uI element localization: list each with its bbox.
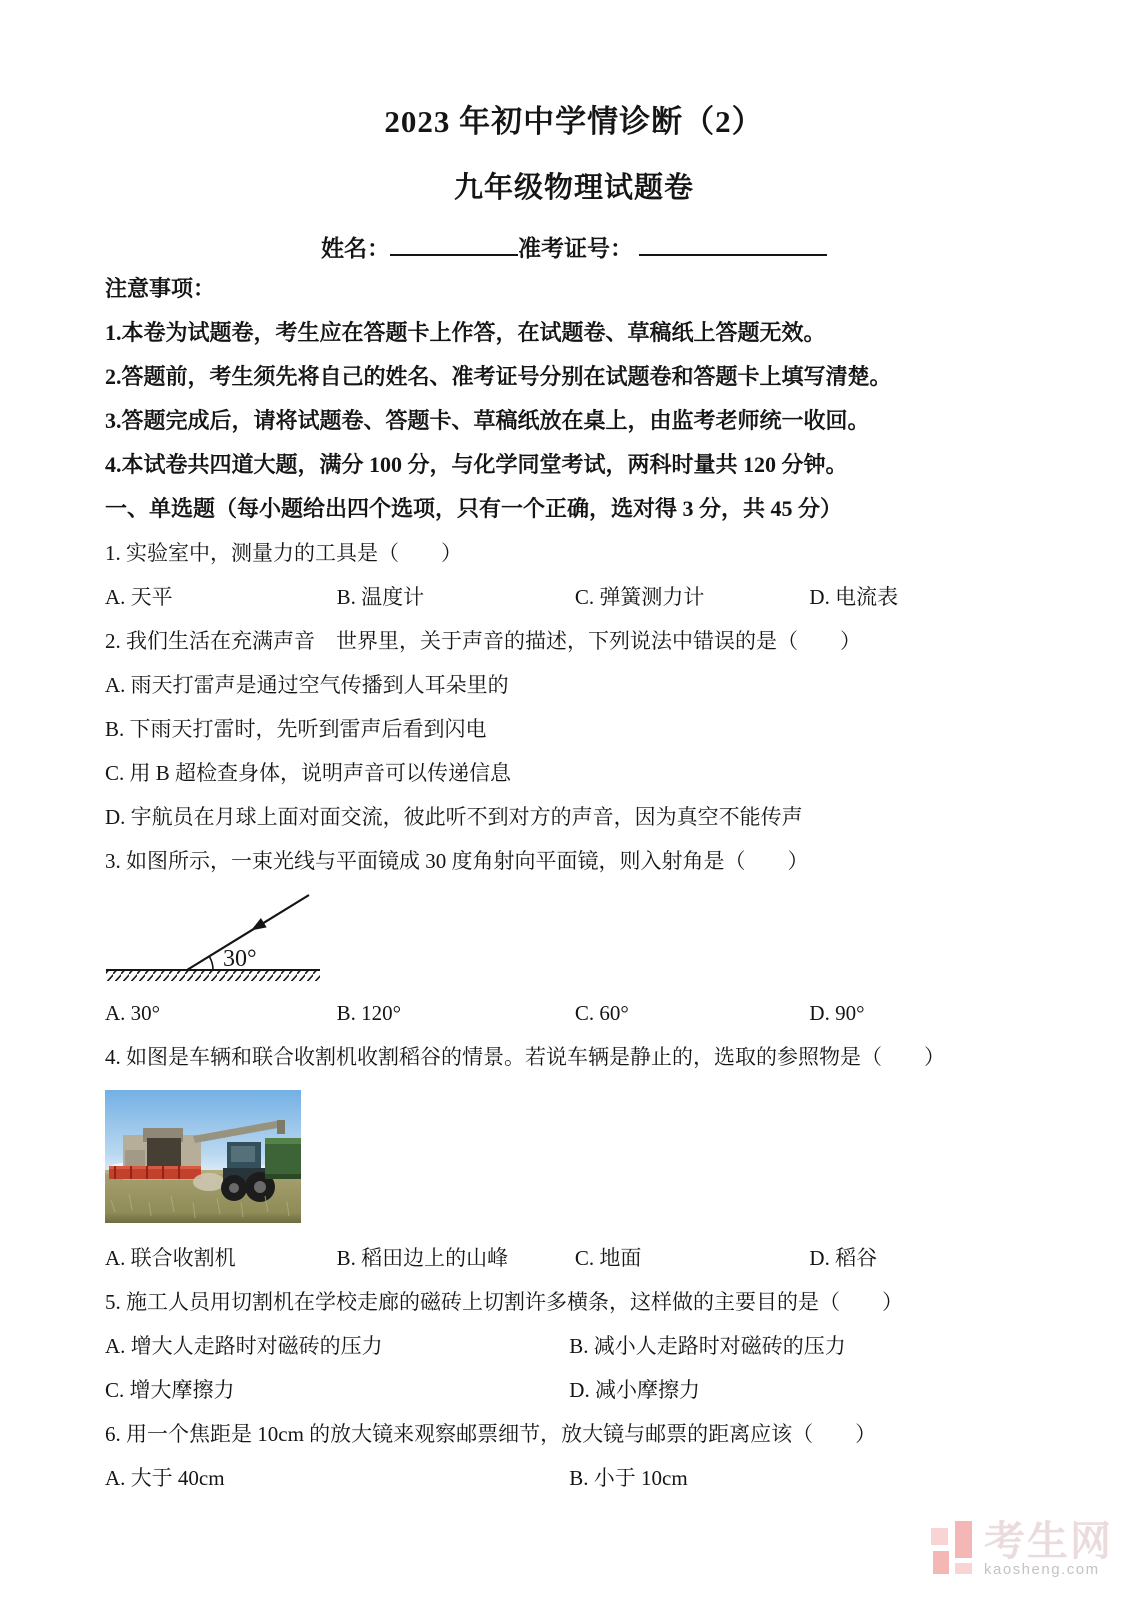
question-5-options-row-2: [105, 1379, 1043, 1401]
q4-option-d[interactable]: D. 稻谷: [809, 1246, 878, 1270]
notice-item-3: 3.答题完成后，请将试题卷、答题卡、草稿纸放在桌上，由监考老师统一收回。: [105, 408, 870, 433]
mirror-hatching: [106, 971, 320, 981]
exam-no-blank-field[interactable]: [639, 232, 827, 256]
question-6-text: 6. 用一个焦距是 10cm 的放大镜来观察邮票细节，放大镜与邮票的距离应该（ ）: [105, 1422, 877, 1446]
q1-option-b[interactable]: B. 温度计: [336, 585, 425, 609]
q3-option-c[interactable]: C. 60°: [574, 1001, 629, 1025]
q1-option-a[interactable]: A. 天平: [105, 585, 173, 609]
watermark-text: [984, 1518, 1113, 1578]
q1-option-c[interactable]: C. 弹簧测力计: [574, 585, 705, 609]
q6-option-b[interactable]: B. 小于 10cm: [569, 1466, 688, 1490]
question-3-text: 3. 如图所示，一束光线与平面镜成 30 度角射向平面镜，则入射角是（ ）: [105, 849, 809, 873]
exam-subtitle: 九年级物理试题卷: [453, 172, 694, 204]
notice-item-2: 2.答题前，考生须先将自己的姓名、准考证号分别在试题卷和答题卡上填写清楚。: [105, 364, 892, 389]
light-ray-mirror-diagram: [105, 894, 323, 982]
watermark-domain: kaosheng.com: [984, 1561, 1100, 1578]
q4-option-b[interactable]: B. 稻田边上的山峰: [336, 1246, 509, 1270]
question-4-figure: [105, 1090, 1043, 1229]
notice-heading: 注意事项：: [105, 276, 216, 301]
q6-option-a[interactable]: A. 大于 40cm: [105, 1466, 225, 1490]
watermark-brand: 考生网: [984, 1518, 1113, 1564]
name-blank-field[interactable]: [390, 232, 518, 256]
q3-option-b[interactable]: B. 120°: [336, 1001, 402, 1025]
question-4-options: [105, 1247, 1043, 1269]
question-1-text: 1. 实验室中，测量力的工具是（ ）: [105, 541, 462, 565]
question-5-text: 5. 施工人员用切割机在学校走廊的磁砖上切割许多横条，这样做的主要目的是（ ）: [105, 1290, 903, 1314]
exam-no-label: 准考证号：: [518, 236, 633, 261]
section-heading-single-choice: 一、单选题（每小题给出四个选项，只有一个正确，选对得 3 分，共 45 分）: [105, 496, 843, 521]
name-label: 姓名：: [321, 236, 390, 261]
q5-option-d[interactable]: D. 减小摩擦力: [569, 1378, 700, 1402]
harvester-photo: [105, 1090, 301, 1223]
question-3-options: [105, 1002, 1043, 1024]
ray-arrowhead: [248, 918, 267, 935]
q3-option-a[interactable]: A. 30°: [105, 1001, 161, 1025]
angle-label: 30°: [223, 946, 257, 972]
q5-option-b[interactable]: B. 减小人走路时对磁砖的压力: [569, 1334, 846, 1358]
kaosheng-watermark: [930, 1518, 1113, 1578]
q5-option-a[interactable]: A. 增大人走路时对磁砖的压力: [105, 1334, 383, 1358]
q2-option-a[interactable]: A. 雨天打雷声是通过空气传播到人耳朵里的: [105, 673, 509, 697]
question-3-figure: [105, 894, 1043, 988]
question-6-options: [105, 1467, 1043, 1489]
kaosheng-logo-icon: [930, 1521, 975, 1576]
q1-option-d[interactable]: D. 电流表: [809, 585, 899, 609]
notice-item-4: 4.本试卷共四道大题，满分 100 分，与化学同堂考试，两科时量共 120 分钟。: [105, 452, 848, 477]
q2-option-d[interactable]: D. 宇航员在月球上面对面交流，彼此听不到对方的声音，因为真空不能传声: [105, 805, 803, 829]
exam-title: 2023 年初中学情诊断（2）: [384, 104, 764, 139]
angle-arc: [210, 957, 214, 970]
q3-option-d[interactable]: D. 90°: [809, 1001, 865, 1025]
question-4-text: 4. 如图是车辆和联合收割机收割稻谷的情景。若说车辆是静止的，选取的参照物是（ ）: [105, 1045, 945, 1069]
notice-item-1: 1.本卷为试题卷，考生应在答题卡上作答，在试题卷、草稿纸上答题无效。: [105, 320, 826, 345]
q4-option-c[interactable]: C. 地面: [574, 1246, 642, 1270]
q2-option-b[interactable]: B. 下雨天打雷时，先听到雷声后看到闪电: [105, 717, 487, 741]
question-1-options: [105, 586, 1043, 608]
question-5-options-row-1: [105, 1335, 1043, 1357]
question-2-text: 2. 我们生活在充满声音 世界里，关于声音的描述，下列说法中错误的是（ ）: [105, 629, 861, 653]
q5-option-c[interactable]: C. 增大摩擦力: [105, 1378, 235, 1402]
name-row: [105, 230, 1043, 263]
q2-option-c[interactable]: C. 用 B 超检查身体，说明声音可以传递信息: [105, 761, 512, 785]
q4-option-a[interactable]: A. 联合收割机: [105, 1246, 236, 1270]
